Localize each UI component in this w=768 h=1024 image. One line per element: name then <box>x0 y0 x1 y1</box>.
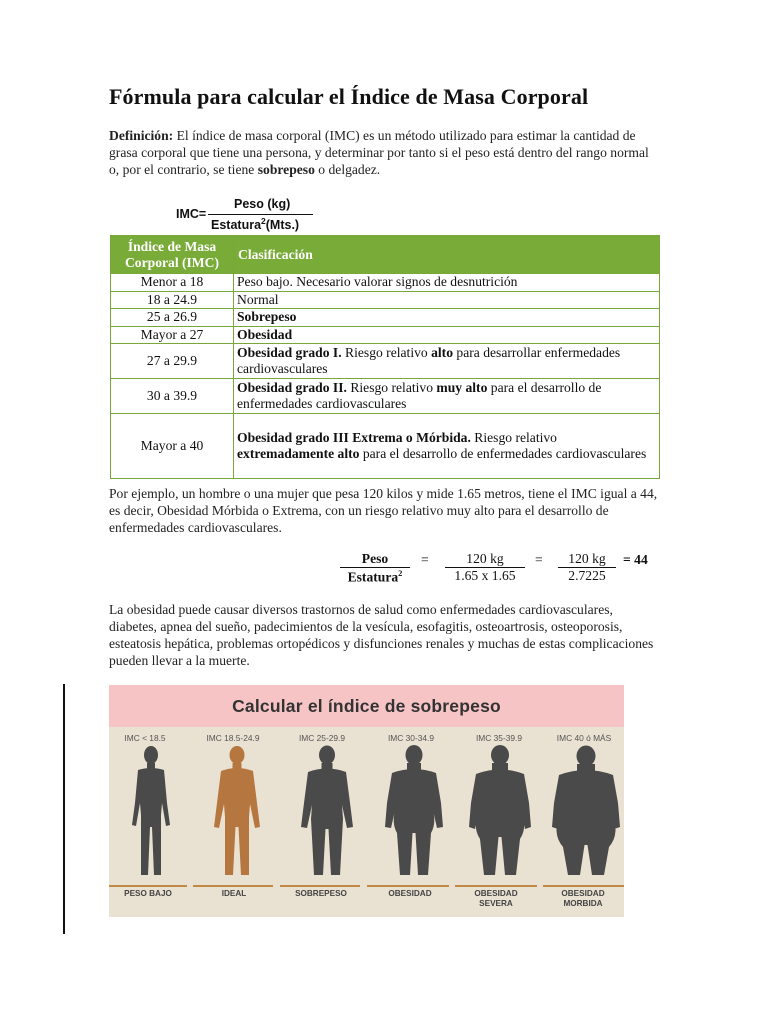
definition-text: El índice de masa corporal (IMC) es un método utilizado para estimar la cantidad de grasa corporal que tiene una persona, y determinar por tanto si el peso está dentro del rango normal o, por el contrario, se tiene <box>109 128 649 177</box>
range-cell: 18 a 24.9 <box>111 291 234 309</box>
overweight-figure <box>295 743 359 883</box>
definition-paragraph <box>109 127 661 178</box>
definition-text-end: o delgadez. <box>314 162 381 177</box>
calc-result: = 44 <box>623 552 648 567</box>
calc-fraction-1: Peso Estatura$^2$ <box>340 551 410 586</box>
infographic-title: Calcular el índice de sobrepeso <box>232 696 501 716</box>
category-label: OBESIDAD <box>388 889 432 898</box>
table-row <box>111 274 660 292</box>
formula-denominator: Estatura$^2$(Mts.) <box>211 216 300 233</box>
margin-line <box>63 684 65 934</box>
header-clasificacion: Clasificación <box>234 236 660 274</box>
range-cell: Mayor a 40 <box>111 414 234 479</box>
classification-cell: Obesidad grado III Extrema o Mórbida. Riesgo relativo extremadamente alto para el desarrollo de enfermedades cardiovasculares <box>234 414 660 479</box>
range-cell: 25 a 26.9 <box>111 309 234 327</box>
page-title: Fórmula para calcular el Índice de Masa Corporal <box>109 84 589 109</box>
category-label: SOBREPESO <box>295 889 347 898</box>
range-label: IMC 40 ó MÁS <box>556 733 612 743</box>
category-label: IDEAL <box>221 889 247 898</box>
range-label: IMC 30-34.9 <box>387 733 435 743</box>
baseline <box>543 885 624 887</box>
ideal-figure <box>207 743 267 883</box>
classification-cell: Obesidad grado II. Riesgo relativo muy alto para el desarrollo de enfermedades cardiovasculares <box>234 379 660 414</box>
classification-cell: Obesidad <box>234 326 660 344</box>
baseline <box>193 885 273 887</box>
calc-fraction-2: $\frac{120 kg}{1.65 x 1.65}$ <box>445 551 525 584</box>
morbid-obese-figure <box>549 743 623 883</box>
range-cell: 30 a 39.9 <box>111 379 234 414</box>
header-imc: Índice de Masa Corporal (IMC) <box>111 236 234 274</box>
table-row <box>111 309 660 327</box>
calc-fraction-3: $\frac{120 kg}{2.7225}$ <box>558 551 616 584</box>
table-row <box>111 414 660 479</box>
example-paragraph: Por ejemplo, un hombre o una mujer que pesa 120 kilos y mide 1.65 metros, tiene el IMC igual a 44, es decir, Obesidad Mórbida o Extrema, con un riesgo relativo muy alto para el desarrollo de enfermedades cardiovasculares. <box>109 486 658 535</box>
range-cell: 27 a 29.9 <box>111 344 234 379</box>
definition-label: Definición: <box>109 128 174 143</box>
formula-fraction-bar <box>208 214 313 215</box>
calc-equals-1: = <box>421 552 429 567</box>
range-label: IMC 18.5-24.9 <box>206 733 260 743</box>
bmi-classification-table <box>110 235 660 479</box>
classification-cell: Normal <box>234 291 660 309</box>
classification-cell: Peso bajo. Necesario valorar signos de desnutrición <box>234 274 660 292</box>
formula-lhs: IMC= <box>176 207 207 221</box>
table-row <box>111 344 660 379</box>
bmi-infographic <box>109 685 624 917</box>
range-label: IMC 25-29.9 <box>298 733 346 743</box>
severe-obese-figure <box>464 743 536 883</box>
category-label: OBESIDAD SEVERA <box>474 889 518 908</box>
category-label: OBESIDAD MORBIDA <box>561 889 605 908</box>
baseline <box>280 885 360 887</box>
obesity-paragraph: La obesidad puede causar diversos trastornos de salud como enfermedades cardiovasculares, diabetes, apnea del sueño, padecimientos de la vesícula, esofagitis, osteoartrosis, osteoporosis, esteatosis hepática, problemas ortopédicos y disfunciones renales y muchas de estas complicaciones pueden llevar a la muerte. <box>109 602 654 668</box>
range-cell: Mayor a 27 <box>111 326 234 344</box>
table-row <box>111 291 660 309</box>
table-row <box>111 326 660 344</box>
table-header-row <box>111 236 660 274</box>
definition-bold-word: sobrepeso <box>257 162 315 177</box>
bmi-formula <box>176 196 326 236</box>
baseline <box>367 885 449 887</box>
category-label: PESO BAJO <box>124 889 172 898</box>
classification-cell: Obesidad grado I. Riesgo relativo alto para desarrollar enfermedades cardiovasculares <box>234 344 660 379</box>
table-row <box>111 379 660 414</box>
baseline <box>455 885 537 887</box>
classification-cell: Sobrepeso <box>234 309 660 327</box>
calc-equals-2: = <box>535 552 543 567</box>
range-cell: Menor a 18 <box>111 274 234 292</box>
obese-figure <box>379 743 449 883</box>
formula-numerator: Peso (kg) <box>234 197 291 211</box>
baseline <box>109 885 187 887</box>
range-label: IMC < 18.5 <box>124 733 166 743</box>
range-label: IMC 35-39.9 <box>475 733 523 743</box>
example-calculation <box>340 551 670 585</box>
underweight-figure <box>121 743 181 883</box>
